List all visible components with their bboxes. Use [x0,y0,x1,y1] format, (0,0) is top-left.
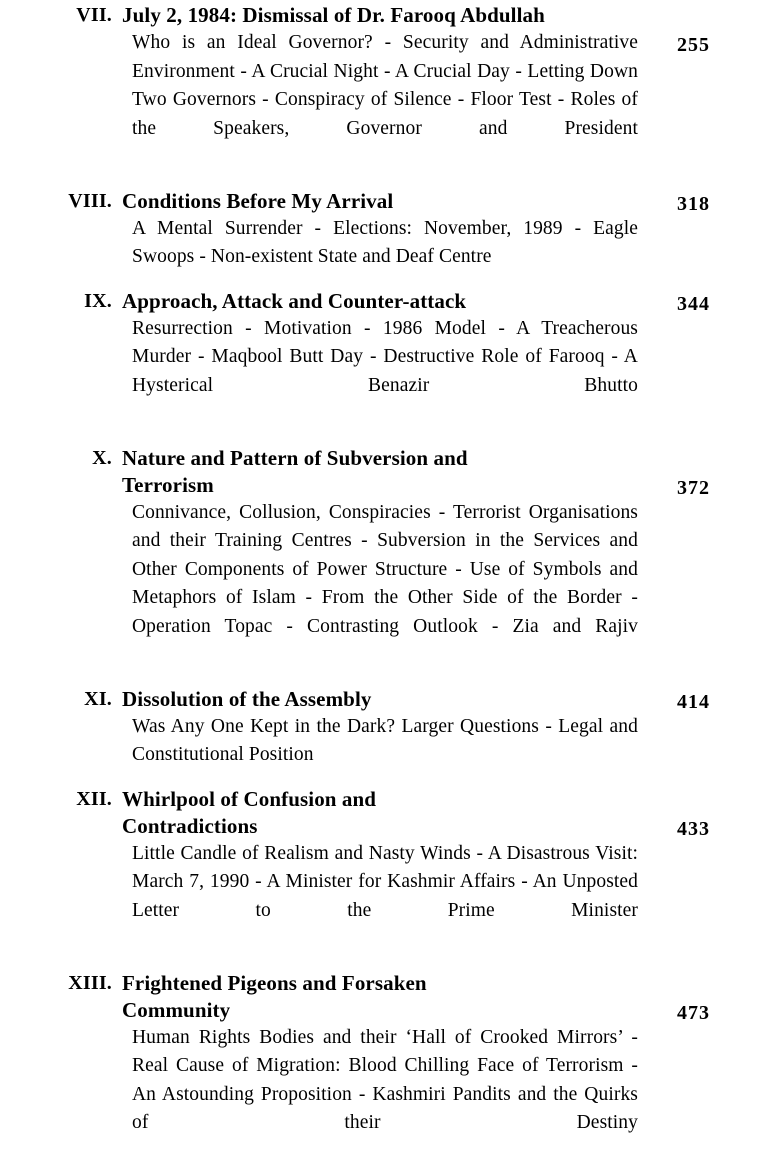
toc-entry-header [0,2,780,29]
chapter-title: Approach, Attack and Counter-attack [122,288,772,315]
chapter-description: Resurrection - Motivation - 1986 Model - A Treacherous Murder - Maqbool Butt Day - Destructive Role of Farooq - A Hysterical Benazir Bhutto [132,315,638,429]
page-number: 344 [677,291,710,318]
chapter-numeral: VII. [0,2,122,29]
chapter-numeral: XII. [0,786,122,813]
toc-entry[interactable] [0,445,780,670]
toc-entry-header [0,786,780,840]
page-number: 473 [677,1000,710,1027]
chapter-description: Connivance, Collusion, Conspiracies - Terrorist Organisations and their Training Centres - Subversion in the Services and Other Components of Power Structure - Use of Symbols and Metaphors of Islam - From the Other Side of the Border - Operation Topac - Contrasting Outlook - Zia and Rajiv [132,499,638,670]
chapter-title: Nature and Pattern of Subversion and Terrorism [122,445,542,499]
chapter-description: A Mental Surrender - Elections: November, 1989 - Eagle Swoops - Non-existent State and Deaf Centre [132,215,638,272]
chapter-numeral: X. [0,445,122,472]
chapter-title: July 2, 1984: Dismissal of Dr. Farooq Abdullah [122,2,552,29]
toc-entry[interactable] [0,188,780,272]
toc-entry[interactable] [0,686,780,770]
page-number: 255 [677,32,710,59]
chapter-description: Human Rights Bodies and their ‘Hall of Crooked Mirrors’ - Real Cause of Migration: Blood Chilling Face of Terrorism - An Astounding Proposition - Kashmiri Pandits and the Quirks of their Destiny [132,1024,638,1166]
chapter-numeral: IX. [0,288,122,315]
chapter-description: Little Candle of Realism and Nasty Winds - A Disastrous Visit: March 7, 1990 - A Minister for Kashmir Affairs - An Unposted Letter to the Prime Minister [132,840,638,954]
chapter-numeral: VIII. [0,188,122,215]
page-number: 433 [677,816,710,843]
toc-entry-header [0,188,780,215]
chapter-title-block [122,2,780,29]
chapter-description: Who is an Ideal Governor? - Security and Administrative Environment - A Crucial Night - A Crucial Day - Letting Down Two Governors - Conspiracy of Silence - Floor Test - Roles of the Speakers, Governor and President [132,29,638,172]
chapter-title: Whirlpool of Confusion and Contradictions [122,786,472,840]
toc-entry-header [0,445,780,499]
chapter-numeral: XI. [0,686,122,713]
page-number: 372 [677,475,710,502]
chapter-description: Was Any One Kept in the Dark? Larger Questions - Legal and Constitutional Position [132,713,638,770]
toc-entry[interactable] [0,2,780,172]
toc-entry-header [0,970,780,1024]
chapter-numeral: XIII. [0,970,122,997]
toc-entry-header [0,686,780,713]
page-number: 414 [677,689,710,716]
toc-entry[interactable] [0,288,780,429]
toc-entry[interactable] [0,970,780,1166]
toc-entry-header [0,288,780,315]
toc-entry[interactable] [0,786,780,954]
page-number: 318 [677,191,710,218]
chapter-title: Frightened Pigeons and Forsaken Community [122,970,522,1024]
chapter-title: Conditions Before My Arrival [122,188,772,215]
table-of-contents [0,2,780,1166]
chapter-title: Dissolution of the Assembly [122,686,772,713]
